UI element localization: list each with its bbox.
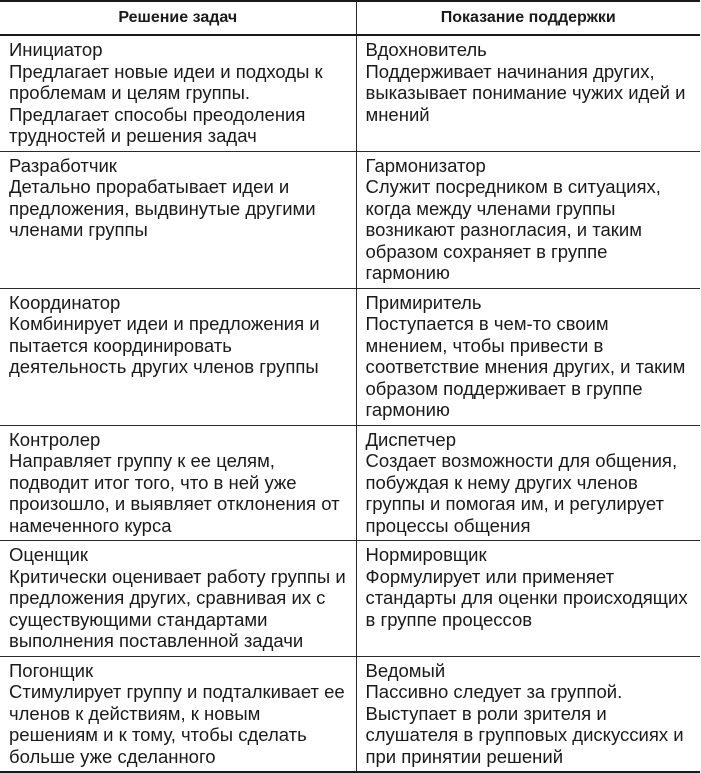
role-name: Контролер — [9, 428, 101, 450]
role-name: Инициатор — [9, 39, 103, 60]
role-name: Разработчик — [9, 154, 117, 176]
table-row — [0, 656, 700, 772]
support-role-cell — [356, 541, 700, 657]
support-role-cell — [356, 288, 700, 425]
role-name: Координатор — [9, 291, 121, 313]
role-description: Создает возможности для общения, побуждая к нему других членов группы и помогая им, и регулирует процессы общения — [365, 450, 678, 536]
header-support: Показание поддержки — [356, 1, 700, 35]
role-name: Нормировщик — [365, 544, 487, 565]
role-name: Погонщик — [9, 659, 94, 681]
role-description: Пассивно следует за группой. Выступает в роли зрителя и слушателя в групповых дискуссиях и при принятии решений — [365, 681, 684, 767]
task-role-cell — [0, 35, 356, 151]
task-role-cell — [0, 541, 356, 657]
role-name: Примиритель — [365, 291, 482, 313]
role-name: Диспетчер — [365, 428, 456, 450]
role-description: Служит посредником в ситуациях, когда между членами группы возникают разногласия, и таким образом сохраняет в группе гармонию — [365, 176, 661, 283]
role-name: Ведомый — [365, 659, 446, 681]
role-description: Детально прорабатывает идеи и предложения, выдвинутые другими членами группы — [9, 176, 316, 240]
support-role-cell — [356, 35, 700, 151]
table-row — [0, 425, 700, 541]
support-role-cell — [356, 425, 700, 541]
role-description: Поступается в чем-то своим мнением, чтобы привести в соответствие мнения других, и таким образом поддерживает в группе гармонию — [365, 313, 686, 420]
header-task-solving: Решение задач — [0, 1, 356, 35]
role-name: Оценщик — [9, 544, 88, 565]
task-role-cell — [0, 151, 356, 288]
role-description: Предлагает новые идеи и подходы к проблемам и целям группы. Предлагает способы преодоления трудностей и решения задач — [9, 60, 323, 146]
role-name: Вдохновитель — [365, 39, 487, 60]
task-role-cell — [0, 288, 356, 425]
task-role-cell — [0, 656, 356, 772]
role-description: Направляет группу к ее целям, подводит итог того, что в ней уже произошло, и выявляет отклонения от намеченного курса — [9, 450, 340, 536]
role-description: Критически оценивает работу группы и предложения других, сравнивая их с существующими стандартами выполнения поставленной задачи — [9, 565, 346, 651]
role-description: Комбинирует идеи и предложения и пытается координировать деятельность других членов группы — [9, 313, 320, 377]
task-role-cell — [0, 425, 356, 541]
table-row — [0, 541, 700, 657]
support-role-cell — [356, 656, 700, 772]
role-description: Стимулирует группу и подталкивает ее членов к действиям, к новым решениям и к тому, чтобы сделать больше уже сделанного — [9, 681, 345, 767]
table-row — [0, 35, 700, 151]
role-description: Поддерживает начинания других, выказывает понимание чужих идей и мнений — [365, 60, 686, 125]
role-name: Гармонизатор — [365, 154, 486, 176]
header-row — [0, 1, 700, 35]
support-role-cell — [356, 151, 700, 288]
role-description: Формулирует или применяет стандарты для оценки происходящих в группе процессов — [365, 565, 688, 630]
table-row — [0, 288, 700, 425]
table-row — [0, 151, 700, 288]
